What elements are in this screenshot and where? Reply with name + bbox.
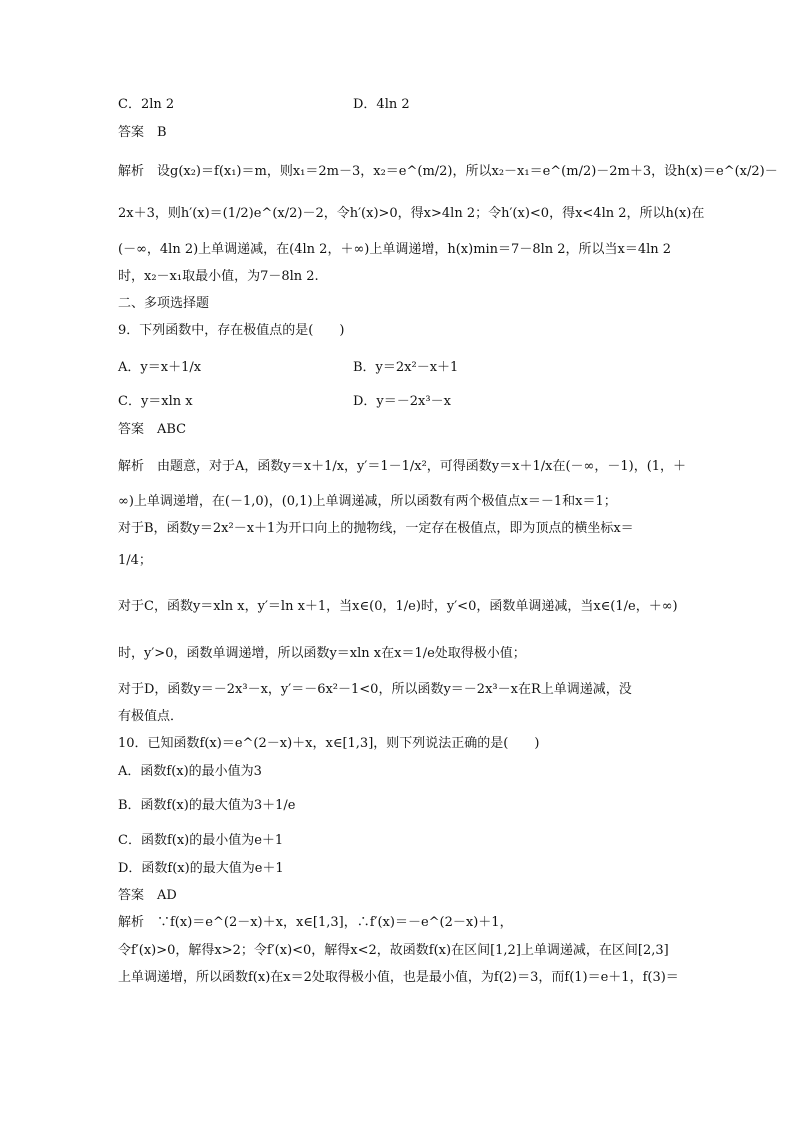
section-heading: 二、多项选择题 [118,296,210,311]
solution-line: 解析 设g(x₂)＝f(x₁)＝m，则x₁＝2m－3，x₂＝e^(m/2)，所以x₂－x₁＝e^(m/2)－2m＋3，设h(x)＝e^(x/2)－ [118,164,778,179]
solution-line: 对于B，函数y＝2x²－x＋1为开口向上的抛物线，一定存在极值点，即为顶点的横坐标x＝ [118,521,634,536]
solution-line: 令f′(x)>0，解得x>2；令f′(x)<0，解得x<2，故函数f(x)在区间[1,2]上单调递减，在区间[2,3] [118,943,669,958]
answer-label: 答案 ABC [118,422,187,437]
answer-label: 答案 B [118,125,167,140]
question-10-stem: 10．已知函数f(x)＝e^(2－x)＋x，x∈[1,3]，则下列说法正确的是( ) [118,736,540,751]
solution-line: (－∞，4ln 2)上单调递减，在(4ln 2，＋∞)上单调递增，h(x)min＝7－8ln 2，所以当x＝4ln 2 [118,242,672,257]
option-c-line: C．y＝xln x [118,394,193,409]
solution-line: 时，x₂－x₁取最小值，为7－8ln 2. [118,269,319,284]
option-a-line: A．y＝x＋1/x [118,360,202,375]
option-b-line: B．函数f(x)的最大值为3＋1/e [118,798,296,813]
solution-line: 解析 由题意，对于A，函数y＝x＋1/x，y′＝1－1/x²，可得函数y＝x＋1/x在(－∞，－1)，(1，＋ [118,459,687,474]
solution-line: 1/4； [118,553,152,568]
solution-line: 对于D，函数y＝－2x³－x，y′＝－6x²－1<0，所以函数y＝－2x³－x在R上单调递减，没 [118,682,632,697]
solution-line: 有极值点． [118,709,184,724]
option-c-line: C．函数f(x)的最小值为e＋1 [118,833,284,848]
option-d-line: D．函数f(x)的最大值为e＋1 [118,861,284,876]
option-b-line: B．y＝2x²－x＋1 [353,360,459,375]
solution-line: ∞)上单调递增，在(－1,0)，(0,1)上单调递减，所以函数有两个极值点x＝－1和x＝1； [118,494,617,509]
solution-line: 解析 ∵f(x)＝e^(2－x)＋x，x∈[1,3]，∴f′(x)＝－e^(2－x)＋1， [118,915,513,930]
option-d-line: D．4ln 2 [353,97,410,112]
option-d-line: D．y＝－2x³－x [353,394,451,409]
solution-line: 上单调递增，所以函数f(x)在x＝2处取得极小值，也是最小值，为f(2)＝3，而f(1)＝e＋1，f(3)＝ [118,970,679,985]
solution-line: 2x＋3，则h′(x)＝(1/2)e^(x/2)－2，令h′(x)>0，得x>4ln 2；令h′(x)<0，得x<4ln 2，所以h(x)在 [118,206,705,221]
question-9-stem: 9．下列函数中，存在极值点的是( ) [118,323,345,338]
answer-label: 答案 AD [118,888,177,903]
option-a-line: A．函数f(x)的最小值为3 [118,764,262,779]
solution-line: 对于C，函数y＝xln x，y′＝ln x＋1，当x∈(0，1/e)时，y′<0，函数单调递减，当x∈(1/e，＋∞) [118,599,678,614]
option-c-line: C．2ln 2 [118,97,175,112]
solution-line: 时，y′>0，函数单调递增，所以函数y＝xln x在x＝1/e处取得极小值； [118,646,526,661]
